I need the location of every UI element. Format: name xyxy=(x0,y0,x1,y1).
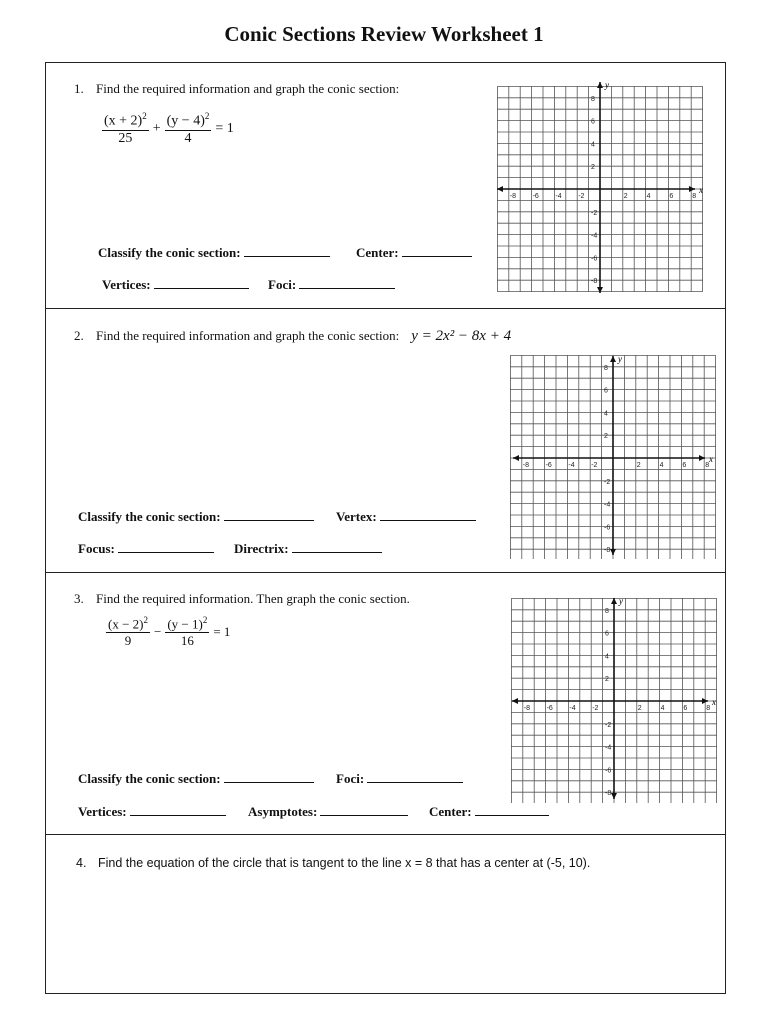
y-axis-label: y xyxy=(618,354,622,364)
coordinate-grid[interactable] xyxy=(509,353,717,559)
x-axis-label: x xyxy=(699,185,703,195)
x-tick-label: -6 xyxy=(532,193,539,200)
asymptotes-field[interactable]: Asymptotes: xyxy=(248,804,408,820)
y-tick-label: 6 xyxy=(591,118,595,126)
x-tick-label: 2 xyxy=(636,462,641,469)
x-axis-arrow-left xyxy=(513,455,519,461)
x-axis-arrow-right xyxy=(689,186,695,192)
x-tick-label: 6 xyxy=(682,462,687,469)
y-tick-label: 8 xyxy=(591,95,595,103)
y-tick-label: -4 xyxy=(604,501,611,509)
x-tick-label: 6 xyxy=(683,705,688,712)
y-axis-arrow-down xyxy=(597,287,603,293)
x-tick-label: -4 xyxy=(568,462,575,469)
y-tick-label: -4 xyxy=(591,232,598,240)
foci-field[interactable]: Foci: xyxy=(336,771,463,787)
question-number: 1. xyxy=(74,81,84,96)
y-tick-label: 2 xyxy=(591,164,595,172)
y-tick-label: 2 xyxy=(604,433,608,441)
x-tick-label: 8 xyxy=(692,193,697,200)
y-axis-arrow-up xyxy=(597,82,603,88)
x-tick-label: -2 xyxy=(592,705,599,712)
x-tick-label: -4 xyxy=(569,705,576,712)
y-tick-label: 4 xyxy=(604,410,608,418)
y-tick-label: 4 xyxy=(591,141,595,149)
x-tick-label: 6 xyxy=(669,193,674,200)
center-field[interactable]: Center: xyxy=(356,245,472,261)
x-tick-label: -8 xyxy=(522,462,530,469)
y-axis-label: y xyxy=(619,596,623,606)
vertices-field[interactable]: Vertices: xyxy=(102,277,249,293)
question-1-prompt xyxy=(74,81,399,97)
question-1-box xyxy=(45,62,726,309)
question-3-box xyxy=(45,572,726,835)
x-tick-label: -8 xyxy=(523,705,531,712)
classify-field[interactable]: Classify the conic section: xyxy=(78,509,314,525)
coordinate-grid[interactable] xyxy=(508,595,720,803)
question-2-equation: y = 2x² − 8x + 4 xyxy=(411,328,512,344)
y-axis-arrow-up xyxy=(611,598,617,604)
y-axis-arrow-down xyxy=(611,793,617,799)
y-tick-label: -6 xyxy=(591,255,598,263)
coordinate-grid[interactable] xyxy=(493,79,707,297)
x-axis-arrow-left xyxy=(497,186,503,192)
question-4-box xyxy=(45,834,726,994)
y-tick-label: 8 xyxy=(604,364,608,372)
classify-field[interactable]: Classify the conic section: xyxy=(78,771,314,787)
x-tick-label: -8 xyxy=(509,193,517,200)
y-axis-arrow-up xyxy=(610,356,616,362)
y-tick-label: -4 xyxy=(605,744,612,752)
x-tick-label: -2 xyxy=(578,193,585,200)
question-2-box xyxy=(45,308,726,573)
y-tick-label: 8 xyxy=(605,607,609,615)
prompt-text: Find the required information and graph the conic section: xyxy=(96,81,400,96)
x-axis-label: x xyxy=(709,454,713,464)
y-tick-label: -8 xyxy=(591,278,598,286)
y-tick-label: -6 xyxy=(605,767,612,775)
center-field[interactable]: Center: xyxy=(429,804,549,820)
y-tick-label: -2 xyxy=(605,721,612,729)
y-tick-label: 4 xyxy=(605,653,609,661)
x-tick-label: 2 xyxy=(637,705,642,712)
classify-field[interactable]: Classify the conic section: xyxy=(98,245,330,261)
x-tick-label: -6 xyxy=(546,705,553,712)
x-tick-label: 4 xyxy=(660,705,665,712)
worksheet-title: Conic Sections Review Worksheet 1 xyxy=(224,22,544,46)
vertex-field[interactable]: Vertex: xyxy=(336,509,476,525)
y-axis-arrow-down xyxy=(610,549,616,555)
y-axis-label: y xyxy=(605,80,609,90)
x-tick-label: 4 xyxy=(659,462,664,469)
question-3-prompt: 3. Find the required information. Then graph the conic section. xyxy=(74,591,410,606)
x-tick-label: -4 xyxy=(555,193,562,200)
x-tick-label: -2 xyxy=(591,462,598,469)
question-3-equation: $\frac{(x - 2)^2}{9}$ − $\frac{(y - 1)^2}{16}$ = 1 xyxy=(108,615,231,649)
question-2-prompt: 2. Find the required information and graph the conic section: y = 2x² − 8x + 4 xyxy=(74,328,512,344)
x-tick-label: 8 xyxy=(705,462,710,469)
y-tick-label: 6 xyxy=(605,630,609,638)
y-tick-label: 2 xyxy=(605,676,609,684)
question-1-equation: $\frac{(x + 2)^2}{25}$ + $\frac{(y - 4)^2}{4}$ = 1 xyxy=(104,111,234,146)
x-axis-arrow-left xyxy=(512,698,518,704)
x-tick-label: 4 xyxy=(646,193,651,200)
y-tick-label: -6 xyxy=(604,524,611,532)
vertices-field[interactable]: Vertices: xyxy=(78,804,226,820)
x-tick-label: 2 xyxy=(623,193,628,200)
focus-field[interactable]: Focus: xyxy=(78,541,214,557)
question-4-prompt: 4. Find the equation of the circle that is tangent to the line x = 8 that has a center at (-5, 10). xyxy=(76,856,591,870)
x-tick-label: 8 xyxy=(706,705,711,712)
foci-field[interactable]: Foci: xyxy=(268,277,395,293)
y-tick-label: -8 xyxy=(605,790,612,798)
directrix-field[interactable]: Directrix: xyxy=(234,541,382,557)
y-tick-label: 6 xyxy=(604,387,608,395)
y-tick-label: -2 xyxy=(591,209,598,217)
y-tick-label: -2 xyxy=(604,478,611,486)
x-tick-label: -6 xyxy=(545,462,552,469)
y-tick-label: -8 xyxy=(604,547,611,555)
answer-area[interactable] xyxy=(66,879,706,983)
x-axis-label: x xyxy=(712,697,716,707)
